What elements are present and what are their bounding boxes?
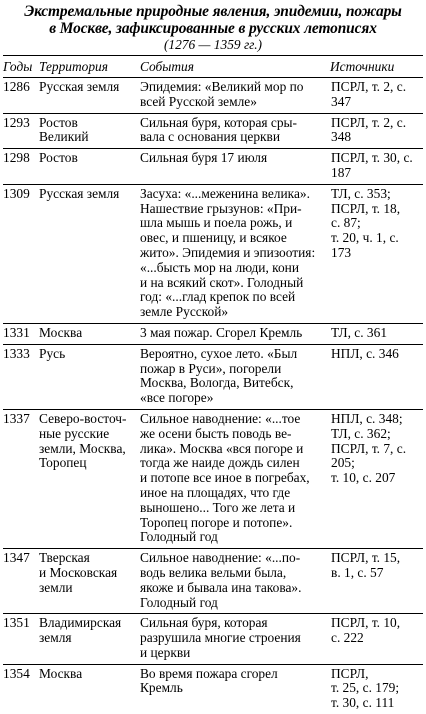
row-territory: Москва	[37, 323, 138, 344]
row-event: Вероятно, сухое лето. «Был пожар в Руси», погорели Москва, Вологда, Витебск, «все погоре»	[138, 344, 328, 409]
table-row	[3, 664, 423, 714]
row-year: 1286	[3, 78, 37, 114]
header-events: События	[138, 56, 328, 78]
table-row	[3, 409, 423, 548]
title-years: (1276 — 1359 гг.)	[3, 37, 423, 53]
row-event: 3 мая пожар. Сгорел Кремль	[138, 323, 328, 344]
row-territory: Москва	[37, 664, 138, 714]
title-line-1: Экстремальные природные явления, эпидемии, пожары	[3, 4, 423, 21]
row-source: ПСРЛ, т. 30, с. 187	[328, 149, 423, 185]
row-source: ПСРЛ, т. 15, в. 1, с. 57	[328, 549, 423, 614]
row-territory: Ростов Великий	[37, 113, 138, 149]
row-event: Засуха: «...меженина велика». Нашествие грызунов: «При- шла мышь и поела рожь, и овес, и пшеницу, и всякое жито». Эпидемия и эпизоотия: «...бысть мор на люди, кони и на всякий скот». Голодный год: «...глад крепок по всей земле Русской»	[138, 184, 328, 323]
events-table	[3, 55, 423, 714]
table-row	[3, 614, 423, 664]
row-year: 1298	[3, 149, 37, 185]
table-row	[3, 323, 423, 344]
row-source: ПСРЛ, т. 2, с. 348	[328, 113, 423, 149]
document-title	[3, 4, 423, 37]
table-body	[3, 78, 423, 714]
row-year: 1331	[3, 323, 37, 344]
table-row	[3, 149, 423, 185]
row-year: 1293	[3, 113, 37, 149]
row-event: Сильное наводнение: «...тое же осени бысть поводь ве- лика». Москва «вся погоре и тогда же наиде дождь силен и потопе все иное в погребах, иное на площадях, что где выношено... Того же лета и Торопец погоре и потопе». Голодный год	[138, 409, 328, 548]
row-year: 1354	[3, 664, 37, 714]
row-territory: Русская земля	[37, 78, 138, 114]
row-event: Сильная буря, которая сры- вала с основания церкви	[138, 113, 328, 149]
row-event: Во время пожара сгорел Кремль	[138, 664, 328, 714]
row-source: ПСРЛ, т. 25, с. 179; т. 30, с. 111	[328, 664, 423, 714]
table-row	[3, 78, 423, 114]
row-territory: Тверская и Московская земли	[37, 549, 138, 614]
row-year: 1333	[3, 344, 37, 409]
title-line-2: в Москве, зафиксированные в русских летописях	[3, 21, 423, 38]
row-source: ТЛ, с. 361	[328, 323, 423, 344]
row-event: Сильная буря 17 июля	[138, 149, 328, 185]
row-source: ПСРЛ, т. 10, с. 222	[328, 614, 423, 664]
row-year: 1309	[3, 184, 37, 323]
row-source: ПСРЛ, т. 2, с. 347	[328, 78, 423, 114]
row-year: 1337	[3, 409, 37, 548]
row-year: 1351	[3, 614, 37, 664]
row-territory: Владимирская земля	[37, 614, 138, 664]
row-territory: Русь	[37, 344, 138, 409]
table-row	[3, 113, 423, 149]
row-territory: Северо-восточ- ные русские земли, Москва, Торопец	[37, 409, 138, 548]
row-territory: Ростов	[37, 149, 138, 185]
header-years: Годы	[3, 56, 37, 78]
row-source: НПЛ, с. 346	[328, 344, 423, 409]
table-row	[3, 549, 423, 614]
row-source: НПЛ, с. 348; ТЛ, с. 362; ПСРЛ, т. 7, с. 205; т. 10, с. 207	[328, 409, 423, 548]
row-year: 1347	[3, 549, 37, 614]
row-event: Эпидемия: «Великий мор по всей Русской земле»	[138, 78, 328, 114]
header-sources: Источники	[328, 56, 423, 78]
row-event: Сильная буря, которая разрушила многие строения и церкви	[138, 614, 328, 664]
row-event: Сильное наводнение: «...по- водь велика вельми была, якоже и бывала ина такова». Голодный год	[138, 549, 328, 614]
table-row	[3, 184, 423, 323]
table-row	[3, 344, 423, 409]
row-territory: Русская земля	[37, 184, 138, 323]
table-header-row	[3, 56, 423, 78]
header-territory: Территория	[37, 56, 138, 78]
row-source: ТЛ, с. 353; ПСРЛ, т. 18, с. 87; т. 20, ч. 1, с. 173	[328, 184, 423, 323]
